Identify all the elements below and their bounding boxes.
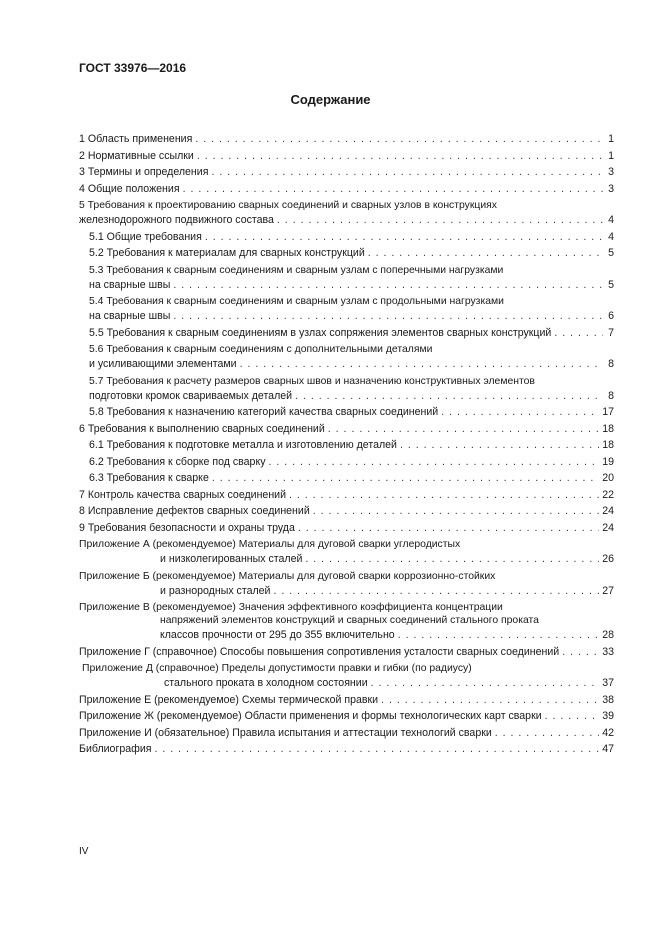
toc-entry-page: 1 bbox=[608, 133, 614, 145]
leader-dots bbox=[183, 181, 603, 198]
toc-entry-title: Приложение Г (справочное) Способы повышения сопротивления усталости сварных соединений bbox=[79, 645, 560, 658]
page-number: IV bbox=[79, 846, 89, 857]
leader-dots bbox=[398, 627, 600, 644]
toc-entry-page: 27 bbox=[602, 584, 614, 597]
leader-dots bbox=[273, 583, 599, 600]
toc-entry-title: 8 Исправление дефектов сварных соединений bbox=[79, 505, 310, 517]
toc-entry[interactable] bbox=[79, 325, 614, 342]
toc-entry[interactable] bbox=[79, 470, 614, 487]
leader-dots bbox=[554, 325, 603, 342]
leader-dots bbox=[441, 404, 599, 421]
toc-entry-title-cont: классов прочности от 295 до 355 включительно bbox=[160, 629, 395, 641]
toc-entry-page: 47 bbox=[602, 743, 614, 755]
toc-entry-page: 5 bbox=[608, 278, 614, 291]
toc-entry-title: Приложение Е (рекомендуемое) Схемы термической правки bbox=[79, 693, 379, 706]
toc-entry[interactable] bbox=[79, 454, 614, 471]
toc-entry-title: Приложение В (рекомендуемое) Значения эффективного коэффициента концентрации bbox=[79, 602, 503, 613]
toc-entry-page: 22 bbox=[602, 488, 614, 501]
toc-entry-title: 6.3 Требования к сварке bbox=[89, 472, 209, 484]
leader-dots bbox=[368, 245, 603, 262]
toc-entry-page: 8 bbox=[608, 358, 614, 370]
toc-entry-title: 5 Требования к проектированию сварных соединений и сварных узлов в конструкциях bbox=[79, 200, 497, 211]
leader-dots bbox=[298, 520, 599, 537]
toc-entry[interactable] bbox=[79, 295, 614, 325]
toc-entry-title: 6.1 Требования к подготовке металла и изготовлению деталей bbox=[89, 439, 397, 451]
toc-entry-title: Приложение Ж (рекомендуемое) Области применения и формы технологических карт сварки bbox=[79, 710, 542, 722]
toc-entry-title: 5.2 Требования к материалам для сварных конструкций bbox=[89, 247, 365, 259]
toc-entry-page: 17 bbox=[602, 406, 614, 418]
toc-entry-title-cont: железнодорожного подвижного состава bbox=[79, 214, 274, 226]
toc-entry[interactable] bbox=[79, 375, 614, 405]
leader-dots bbox=[295, 388, 603, 405]
leader-dots bbox=[305, 551, 599, 568]
toc-entry-page: 18 bbox=[602, 422, 614, 435]
toc-entry[interactable] bbox=[79, 662, 614, 692]
toc-entry-page: 28 bbox=[602, 629, 614, 641]
toc-entry-title: 6.2 Требования к сборке под сварку bbox=[89, 455, 266, 468]
toc-entry-title-cont: подготовки кромок свариваемых деталей bbox=[89, 389, 293, 402]
leader-dots bbox=[269, 454, 600, 471]
toc-entry-title: Приложение Б (рекомендуемое) Материалы для дуговой сварки коррозионно-стойких bbox=[79, 570, 496, 582]
toc-entry-page: 1 bbox=[608, 149, 614, 162]
leader-dots bbox=[328, 421, 599, 438]
toc-entry-page: 19 bbox=[602, 455, 614, 468]
toc-entry-page: 5 bbox=[608, 247, 614, 259]
toc-entry-page: 6 bbox=[608, 310, 614, 322]
toc-entry-page: 42 bbox=[602, 726, 614, 739]
leader-dots bbox=[545, 708, 600, 725]
toc-entry[interactable] bbox=[79, 708, 614, 725]
toc-entry-title: Библиография bbox=[79, 743, 152, 755]
toc-entry[interactable] bbox=[79, 570, 614, 600]
toc-entry-title: 5.7 Требования к расчету размеров сварных швов и назначению конструктивных элементов bbox=[89, 375, 535, 387]
toc-entry-title: Приложение Д (справочное) Пределы допустимости правки и гибки (по радиусу) bbox=[82, 663, 472, 674]
toc-entry-title: 4 Общие положения bbox=[79, 182, 180, 195]
toc-entry-title: 3 Термины и определения bbox=[79, 166, 209, 178]
toc-entry-title-cont: на сварные швы bbox=[89, 310, 171, 322]
toc-entry[interactable] bbox=[79, 164, 614, 181]
toc-entry-title: 5.3 Требования к сварным соединениям и сварным узлам с поперечными нагрузками bbox=[89, 264, 504, 276]
leader-dots bbox=[400, 437, 599, 454]
toc-entry-page: 39 bbox=[602, 710, 614, 722]
toc-entry[interactable] bbox=[79, 503, 614, 520]
leader-dots bbox=[205, 229, 603, 246]
toc-entry[interactable] bbox=[79, 692, 614, 709]
toc-entry[interactable] bbox=[79, 404, 614, 421]
toc-entry-page: 38 bbox=[602, 693, 614, 706]
toc-entry-page: 18 bbox=[602, 439, 614, 451]
leader-dots bbox=[313, 503, 599, 520]
toc-entry[interactable] bbox=[79, 421, 614, 438]
leader-dots bbox=[195, 131, 603, 148]
leader-dots bbox=[211, 164, 603, 181]
toc-entry-title-cont: напряжений элементов конструкций и сварных соединений стального проката bbox=[160, 615, 539, 626]
toc-entry-title: 6 Требования к выполнению сварных соединений bbox=[79, 422, 325, 435]
toc-entry-title: 5.4 Требования к сварным соединениям и сварным узлам с продольными нагрузками bbox=[89, 296, 504, 307]
leader-dots bbox=[197, 148, 603, 165]
toc-entry-page: 8 bbox=[608, 389, 614, 402]
toc-entry-title: Приложение И (обязательное) Правила испытания и аттестации технологий сварки bbox=[79, 726, 492, 739]
toc-entry-title-cont: и низколегированных сталей bbox=[160, 553, 303, 565]
leader-dots bbox=[562, 644, 599, 661]
toc-entry-title-cont: и усиливающими элементами bbox=[89, 358, 237, 370]
toc-entry-page: 24 bbox=[602, 505, 614, 517]
leader-dots bbox=[154, 741, 599, 758]
toc-entry-title: 5.8 Требования к назначению категорий качества сварных соединений bbox=[89, 406, 439, 418]
toc-entry-page: 24 bbox=[602, 521, 614, 534]
leader-dots bbox=[495, 725, 599, 742]
page-title: Содержание bbox=[290, 92, 371, 107]
toc-entry-title: 9 Требования безопасности и охраны труда bbox=[79, 521, 295, 534]
toc-entry-page: 4 bbox=[608, 230, 614, 243]
toc-entry-page: 3 bbox=[608, 166, 614, 178]
toc-entry-page: 7 bbox=[608, 326, 614, 339]
toc-entry-title: 2 Нормативные ссылки bbox=[79, 149, 194, 162]
leader-dots bbox=[240, 356, 603, 373]
toc-entry[interactable] bbox=[79, 264, 614, 294]
toc-entry[interactable] bbox=[79, 520, 614, 537]
toc-entry[interactable] bbox=[79, 644, 614, 661]
toc-entry-title: 7 Контроль качества сварных соединений bbox=[79, 488, 287, 501]
toc-entry-title: 1 Область применения bbox=[79, 133, 193, 145]
toc-entry[interactable] bbox=[79, 725, 614, 742]
table-of-contents bbox=[79, 131, 614, 758]
toc-entry[interactable] bbox=[79, 538, 614, 568]
leader-dots bbox=[381, 692, 599, 709]
toc-entry-title: Приложение А (рекомендуемое) Материалы для дуговой сварки углеродистых bbox=[79, 539, 461, 550]
toc-entry[interactable] bbox=[79, 148, 614, 165]
leader-dots bbox=[289, 487, 599, 504]
leader-dots bbox=[277, 212, 603, 229]
toc-entry[interactable] bbox=[79, 245, 614, 262]
toc-entry[interactable] bbox=[79, 741, 614, 758]
toc-entry-page: 4 bbox=[608, 214, 614, 226]
toc-entry-title-cont: стального проката в холодном состоянии bbox=[164, 677, 368, 689]
toc-entry-title: 5.1 Общие требования bbox=[89, 230, 202, 243]
toc-entry-page: 3 bbox=[608, 182, 614, 195]
toc-entry-page: 33 bbox=[602, 645, 614, 658]
toc-entry-page: 26 bbox=[602, 553, 614, 565]
toc-entry[interactable] bbox=[79, 601, 614, 644]
toc-entry-page: 20 bbox=[602, 472, 614, 484]
leader-dots bbox=[173, 277, 603, 294]
toc-entry[interactable] bbox=[79, 437, 614, 454]
toc-entry[interactable] bbox=[79, 131, 614, 148]
toc-entry-title: 5.5 Требования к сварным соединениям в узлах сопряжения элементов сварных конструкций bbox=[89, 326, 552, 339]
toc-entry[interactable] bbox=[79, 487, 614, 504]
toc-entry[interactable] bbox=[79, 199, 614, 229]
toc-entry[interactable] bbox=[79, 343, 614, 373]
leader-dots bbox=[371, 675, 600, 692]
toc-entry-title-cont: на сварные швы bbox=[89, 278, 171, 291]
document-header: ГОСТ 33976—2016 bbox=[79, 61, 187, 75]
toc-entry-title: 5.6 Требования к сварным соединениям с дополнительными деталями bbox=[89, 344, 433, 355]
toc-entry-page: 37 bbox=[602, 677, 614, 689]
leader-dots bbox=[173, 308, 603, 325]
toc-entry[interactable] bbox=[79, 181, 614, 198]
toc-entry-title-cont: и разнородных сталей bbox=[160, 584, 271, 597]
leader-dots bbox=[212, 470, 599, 487]
toc-entry[interactable] bbox=[79, 229, 614, 246]
